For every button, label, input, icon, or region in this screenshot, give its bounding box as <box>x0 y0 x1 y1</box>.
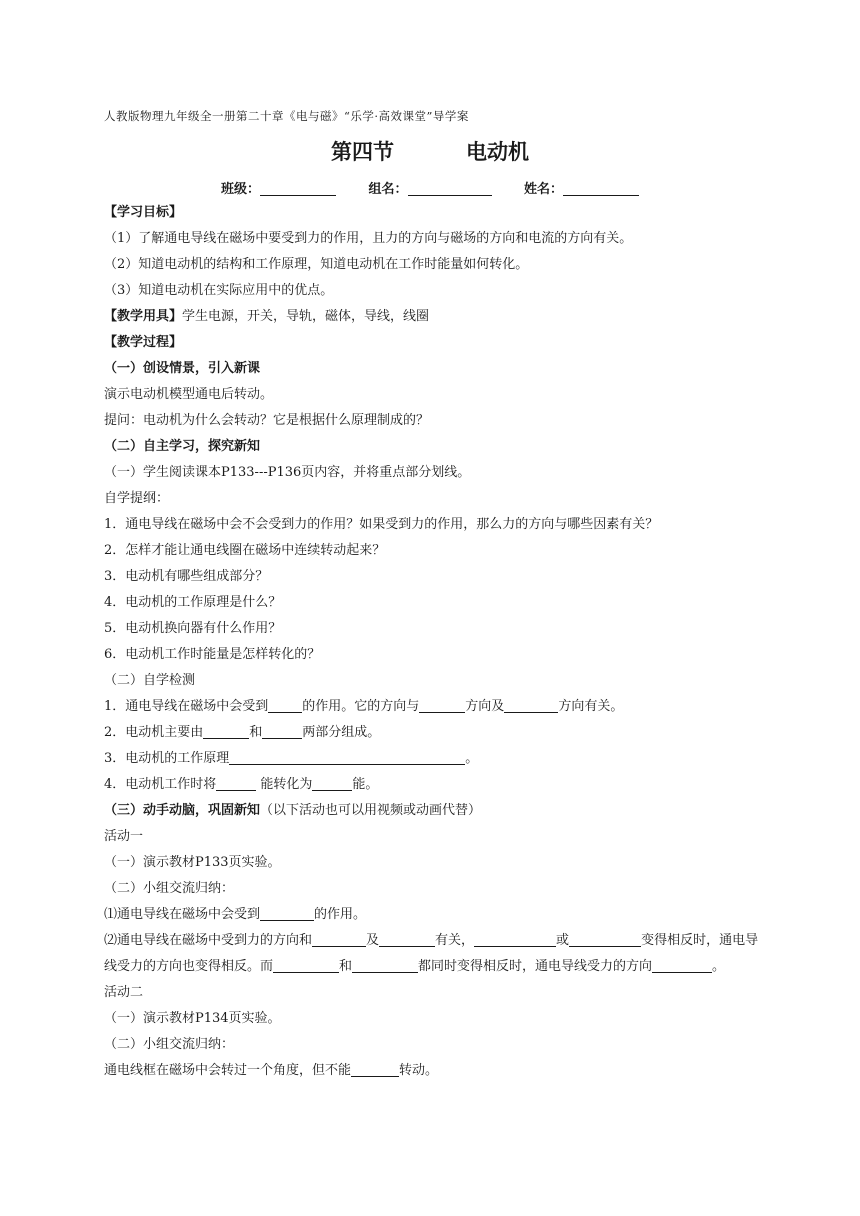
section-2-reading: （一）学生阅读课本P133---P136页内容，并将重点部分划线。 <box>104 465 471 480</box>
objective-item: （2）知道电动机的结构和工作原理，知道电动机在工作时能量如何转化。 <box>104 257 529 272</box>
check-item-4: 4．电动机工作时将 能转化为 能。 <box>104 772 764 798</box>
activity-1-demo: （一）演示教材P133页实验。 <box>104 855 281 870</box>
outline-question: 5．电动机换向器有什么作用？ <box>104 621 282 636</box>
tools-list: 学生电源，开关，导轨，磁体，导线，线圈 <box>182 309 430 324</box>
self-study-outline-label: 自学提纲： <box>104 491 170 506</box>
document-header: 人教版物理九年级全一册第二十章《电与磁》“乐学·高效课堂”导学案 <box>104 109 469 123</box>
activity-2-point: 通电线框在磁场中会转过一个角度，但不能 转动。 <box>104 1058 764 1084</box>
outline-question: 3．电动机有哪些组成部分？ <box>104 569 269 584</box>
activity-2-demo: （一）演示教材P134页实验。 <box>104 1011 281 1026</box>
heading-objectives: 【学习目标】 <box>104 205 183 220</box>
class-field[interactable]: 班级： <box>221 178 336 197</box>
check-item-1: 1．通电导线在磁场中会受到 的作用。它的方向与 方向及 方向有关。 <box>104 694 764 720</box>
activity-1-point-1: ⑴通电导线在磁场中会受到 的作用。 <box>104 902 764 928</box>
activity-2-summary-label: （二）小组交流归纳： <box>104 1037 235 1052</box>
page-title <box>0 136 860 166</box>
activity-2-label: 活动二 <box>104 985 144 1000</box>
name-field[interactable]: 姓名： <box>524 178 639 197</box>
tools-line <box>104 304 764 330</box>
activity-1-point-2: ⑵通电导线在磁场中受到力的方向和 及 有关， 或 变得相反时，通电导线受力的方向也变得相反。而 和 都同时变得相反时，通电导线受力的方向 。 <box>104 928 764 980</box>
section-1-text: 提问：电动机为什么会转动？它是根据什么原理制成的？ <box>104 413 430 428</box>
section-2-heading: （二）自主学习，探究新知 <box>104 439 261 454</box>
objective-item: （1）了解通电导线在磁场中要受到力的作用，且力的方向与磁场的方向和电流的方向有关。 <box>104 231 633 246</box>
section-number: 第四节 <box>331 140 394 164</box>
outline-question: 6．电动机工作时能量是怎样转化的？ <box>104 647 321 662</box>
outline-question: 1．通电导线在磁场中会不会受到力的作用？如果受到力的作用，那么力的方向与哪些因素有关？ <box>104 517 659 532</box>
activity-1-summary-label: （二）小组交流归纳： <box>104 881 235 896</box>
section-1-heading: （一）创设情景，引入新课 <box>104 361 261 376</box>
section-1-text: 演示电动机模型通电后转动。 <box>104 387 274 402</box>
document-body <box>104 200 764 1084</box>
objective-item: （3）知道电动机在实际应用中的优点。 <box>104 283 334 298</box>
group-field[interactable]: 组名： <box>368 178 491 197</box>
check-item-2: 2．电动机主要由 和 两部分组成。 <box>104 720 764 746</box>
heading-tools: 【教学用具】 <box>104 309 183 324</box>
outline-question: 4．电动机的工作原理是什么？ <box>104 595 282 610</box>
activity-1-label: 活动一 <box>104 829 144 844</box>
outline-question: 2．怎样才能让通电线圈在磁场中连续转动起来？ <box>104 543 386 558</box>
section-3-heading: （三）动手动脑，巩固新知（以下活动也可以用视频或动画代替） <box>104 803 482 818</box>
section-name: 电动机 <box>466 140 529 164</box>
heading-process: 【教学过程】 <box>104 335 183 350</box>
self-check-label: （二）自学检测 <box>104 673 196 688</box>
check-item-3: 3．电动机的工作原理 。 <box>104 746 764 772</box>
student-info-row <box>0 178 860 197</box>
